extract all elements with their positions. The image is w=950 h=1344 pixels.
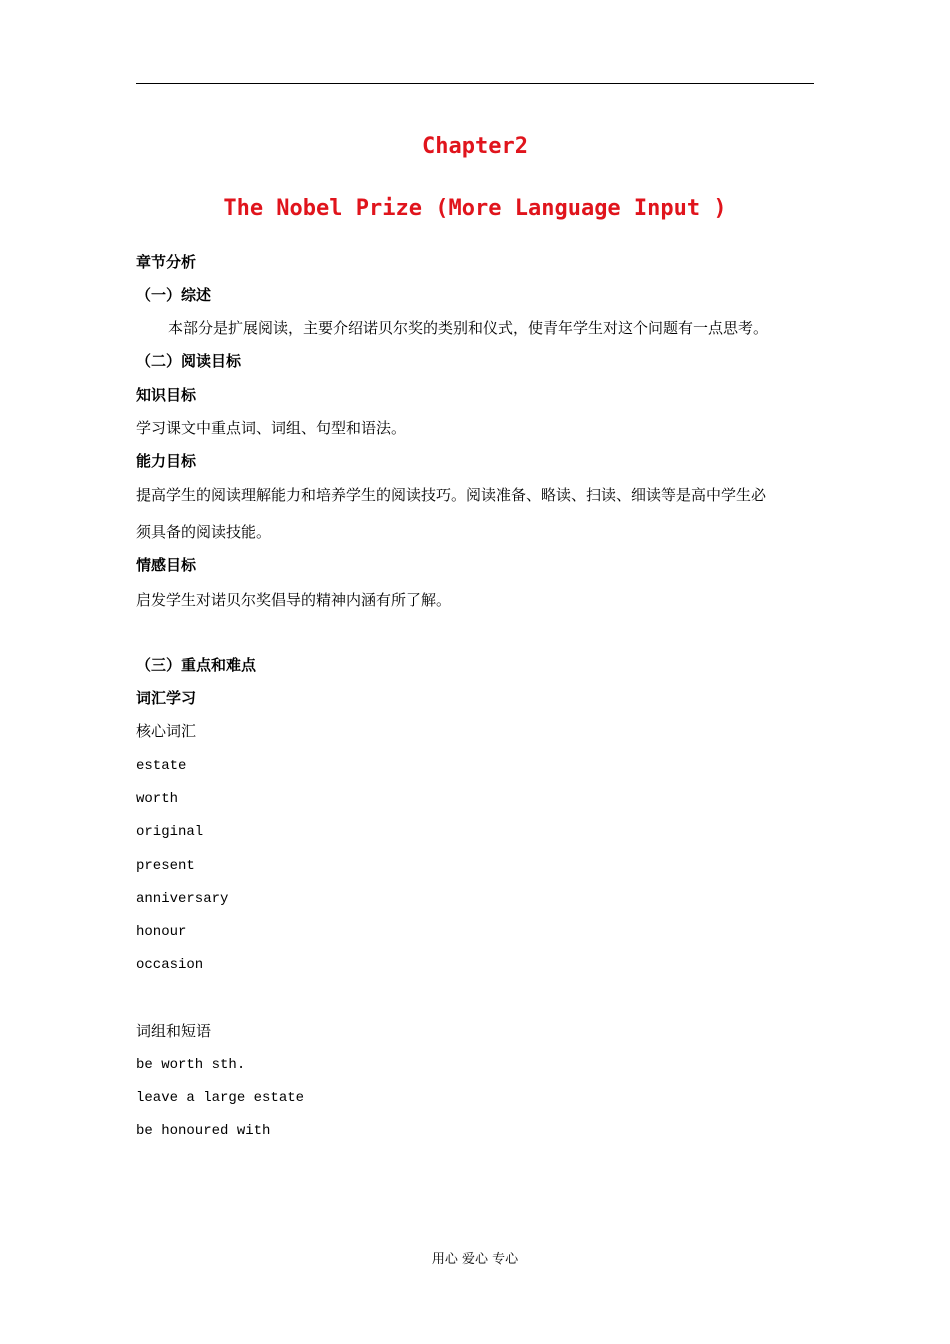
overview-heading: （一）综述 — [136, 286, 212, 304]
section-analysis-heading: 章节分析 — [136, 253, 197, 271]
core-word: honour — [136, 924, 187, 940]
knowledge-text: 学习课文中重点词、词组、句型和语法。 — [136, 419, 407, 437]
core-word: occasion — [136, 957, 204, 973]
header-rule — [136, 83, 814, 84]
ability-text-line1: 提高学生的阅读理解能力和培养学生的阅读技巧。阅读准备、略读、扫读、细读等是高中学生必 — [136, 486, 767, 504]
core-word: original — [136, 824, 204, 840]
ability-heading: 能力目标 — [136, 452, 197, 470]
knowledge-heading: 知识目标 — [136, 386, 197, 404]
key-points-heading: （三）重点和难点 — [136, 656, 257, 674]
phrase: be worth sth. — [136, 1057, 246, 1073]
overview-text: 本部分是扩展阅读，主要介绍诺贝尔奖的类别和仪式，使青年学生对这个问题有一点思考。 — [168, 319, 769, 337]
core-word: anniversary — [136, 891, 229, 907]
vocab-heading: 词汇学习 — [136, 689, 197, 707]
chapter-title: Chapter2 — [422, 134, 528, 159]
phrase: be honoured with — [136, 1123, 271, 1139]
emotion-heading: 情感目标 — [136, 556, 197, 574]
core-word: estate — [136, 758, 187, 774]
phrases-label: 词组和短语 — [136, 1022, 212, 1040]
chapter-subtitle: The Nobel Prize (More Language Input ) — [223, 196, 727, 221]
phrase: leave a large estate — [136, 1090, 305, 1106]
ability-text-line2: 须具备的阅读技能。 — [136, 523, 272, 541]
emotion-text: 启发学生对诺贝尔奖倡导的精神内涵有所了解。 — [136, 591, 452, 609]
core-word: worth — [136, 791, 179, 807]
core-words-label: 核心词汇 — [136, 722, 197, 740]
page-footer: 用心 爱心 专心 — [431, 1252, 519, 1267]
core-word: present — [136, 858, 195, 874]
reading-goals-heading: （二）阅读目标 — [136, 352, 242, 370]
